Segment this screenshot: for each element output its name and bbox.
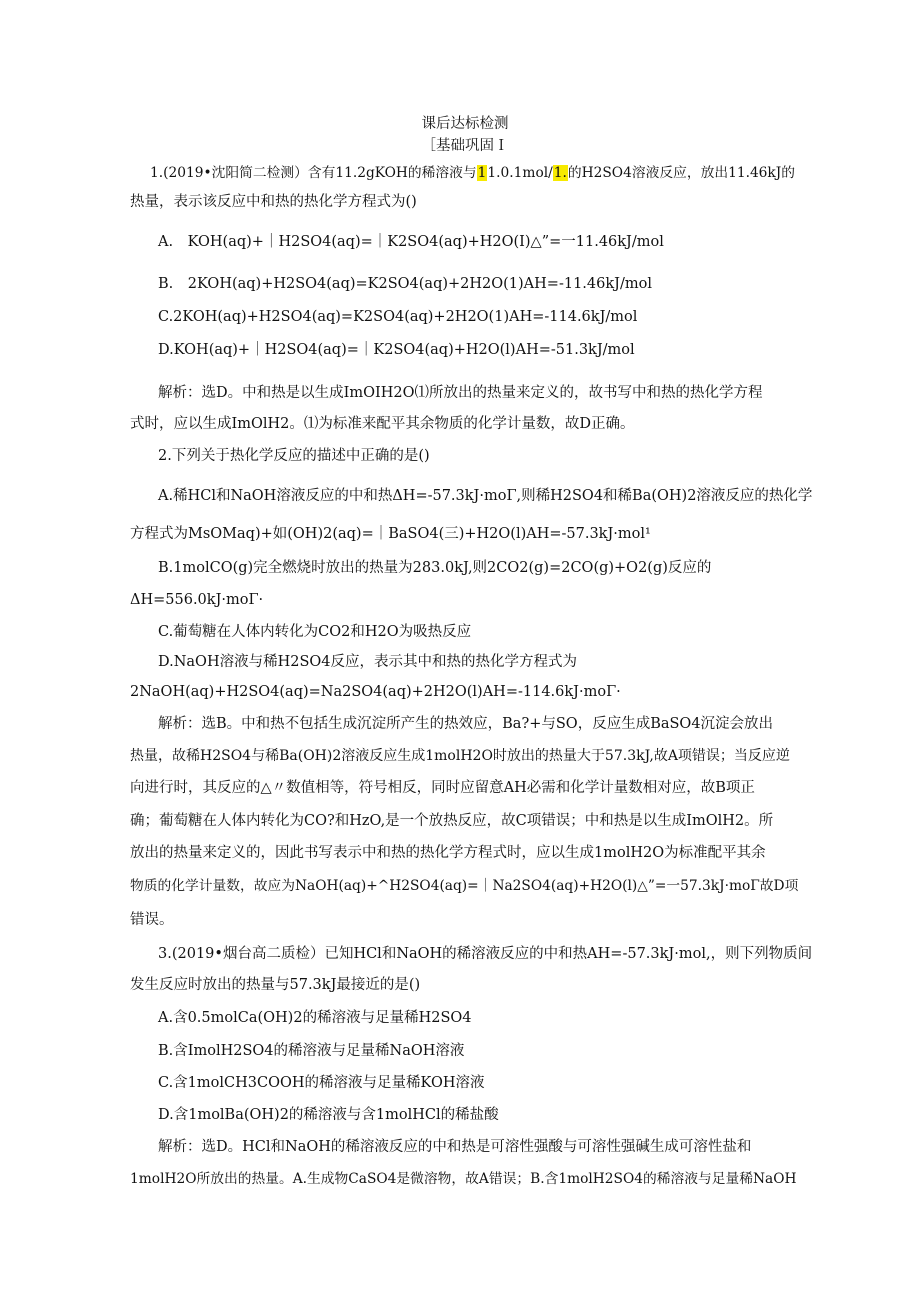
q3-option-b: B.含ImolH2SO4的稀溶液与足量稀NaOH溶液 — [158, 1043, 465, 1059]
page-title: 课后达标检测 — [421, 116, 509, 132]
q2-option-c: C.葡萄糖在人体内转化为CO2和H2O为吸热反应 — [158, 624, 472, 640]
q3-option-a: A.含0.5molCa(OH)2的稀溶液与足量稀H2SO4 — [158, 1010, 472, 1026]
section-heading: ［基础巩固Ｉ — [421, 138, 509, 154]
q2-option-d-line1: D.NaOH溶液与稀H2SO4反应，表示其中和热的热化学方程式为 — [158, 654, 577, 670]
q2-answer-line2: 热量，故稀H2SO4与稀Ba(OH)2溶液反应生成1molH2O时放出的热量大于57.3kJ,故A项错误；当反应逆 — [130, 748, 790, 764]
q2-answer-line3: 向进行时，其反应的△〃数值相等，符号相反，同时应留意AH必需和化学计量数相对应，故B项正 — [130, 780, 755, 796]
q1-stem-line1 — [150, 163, 800, 183]
q2-option-b-line2: ΔH=556.0kJ·moΓ· — [130, 592, 264, 608]
q3-answer-line1: 解析：选D。HCl和NaOH的稀溶液反应的中和热是可溶性强酸与可溶性强碱生成可溶性盐和 — [158, 1139, 752, 1155]
q2-answer-line6: 物质的化学计量数，故应为NaOH(aq)+^H2SO4(aq)=｜Na2SO4(aq)+H2O(l)△”=一57.3kJ·moΓ故D项 — [130, 878, 799, 894]
q1-option-b: B. 2KOH(aq)+H2SO4(aq)=K2SO4(aq)+2H2O(1)AH=-11.46kJ/mol — [158, 276, 652, 292]
q3-answer-line2: 1molH2O所放出的热量。A.生成物CaSO4是微溶物，故A错误；B.含1molH2SO4的稀溶液与足量稀NaOH — [130, 1171, 797, 1187]
q1-option-a: A. KOH(aq)+｜H2SO4(aq)=｜K2SO4(aq)+H2O(I)△”=一11.46kJ/mol — [158, 234, 664, 250]
q3-stem-line2: 发生反应时放出的热量与57.3kJ最接近的是() — [130, 977, 421, 993]
q2-option-d-line2: 2NaOH(aq)+H2SO4(aq)=Na2SO4(aq)+2H2O(l)AH=-114.6kJ·moΓ· — [130, 684, 621, 700]
q2-answer-line5: 放出的热量来定义的，因此书写表示中和热的热化学方程式时，应以生成1molH2O为标准配平其余 — [130, 845, 766, 861]
q1-answer-line1: 解析：选D。中和热是以生成ImOIH2O⑴所放出的热量来定义的，故书写中和热的热化学方程 — [158, 385, 763, 401]
q1-stem-part-b: 1.0.1mol/ — [487, 165, 553, 181]
q2-option-a-line1: A.稀HCl和NaOH溶液反应的中和热ΔH=-57.3kJ·moΓ,则稀H2SO4和稀Ba(OH)2溶液反应的热化学 — [158, 488, 813, 504]
q2-answer-line7: 错误。 — [130, 912, 174, 928]
q1-option-d: D.KOH(aq)+｜H2SO4(aq)=｜K2SO4(aq)+H2O(l)AH=-51.3kJ/mol — [158, 342, 635, 358]
q1-stem-part-a: 1.(2019•沈阳简二检测）含有11.2gKOH的稀溶液与 — [150, 165, 477, 181]
q3-option-c: C.含1molCH3COOH的稀溶液与足量稀KOH溶液 — [158, 1075, 485, 1091]
q1-stem-part-c: 的H2SO4溶液反应，放出11.46kJ的 — [567, 165, 796, 181]
q2-option-a-line2: 方程式为MsOMaq)+如(OH)2(aq)=｜BaSO4(三)+H2O(l)AH=-57.3kJ·mol¹ — [130, 526, 651, 542]
q2-answer-line4: 确；葡萄糖在人体内转化为CO?和HzO,是一个放热反应，故C项错误；中和热是以生成ImOlH2。所 — [130, 813, 774, 829]
highlight-mark: 1 — [477, 165, 487, 181]
highlight-mark: 1. — [553, 165, 567, 181]
q2-option-b-line1: B.1molCO(g)完全燃烧时放出的热量为283.0kJ,则2CO2(g)=2CO(g)+O2(g)反应的 — [158, 560, 712, 576]
q1-stem-line2: 热量，表示该反应中和热的热化学方程式为() — [130, 194, 417, 210]
q2-stem: 2.下列关于热化学反应的描述中正确的是() — [158, 448, 430, 464]
q3-stem-line1: 3.(2019•烟台高二质检）已知HCl和NaOH的稀溶液反应的中和热AH=-57.3kJ·mol,，则下列物质间 — [158, 946, 813, 962]
q2-answer-line1: 解析：选B。中和热不包括生成沉淀所产生的热效应，Ba?+与SO，反应生成BaSO4沉淀会放出 — [158, 716, 774, 732]
q1-answer-line2: 式时，应以生成ImOlH2。⑴为标准来配平其余物质的化学计量数，故D正确。 — [130, 416, 635, 432]
q1-option-c: C.2KOH(aq)+H2SO4(aq)=K2SO4(aq)+2H2O(1)AH=-114.6kJ/mol — [158, 309, 638, 325]
q3-option-d: D.含1molBa(OH)2的稀溶液与含1molHCl的稀盐酸 — [158, 1107, 499, 1123]
